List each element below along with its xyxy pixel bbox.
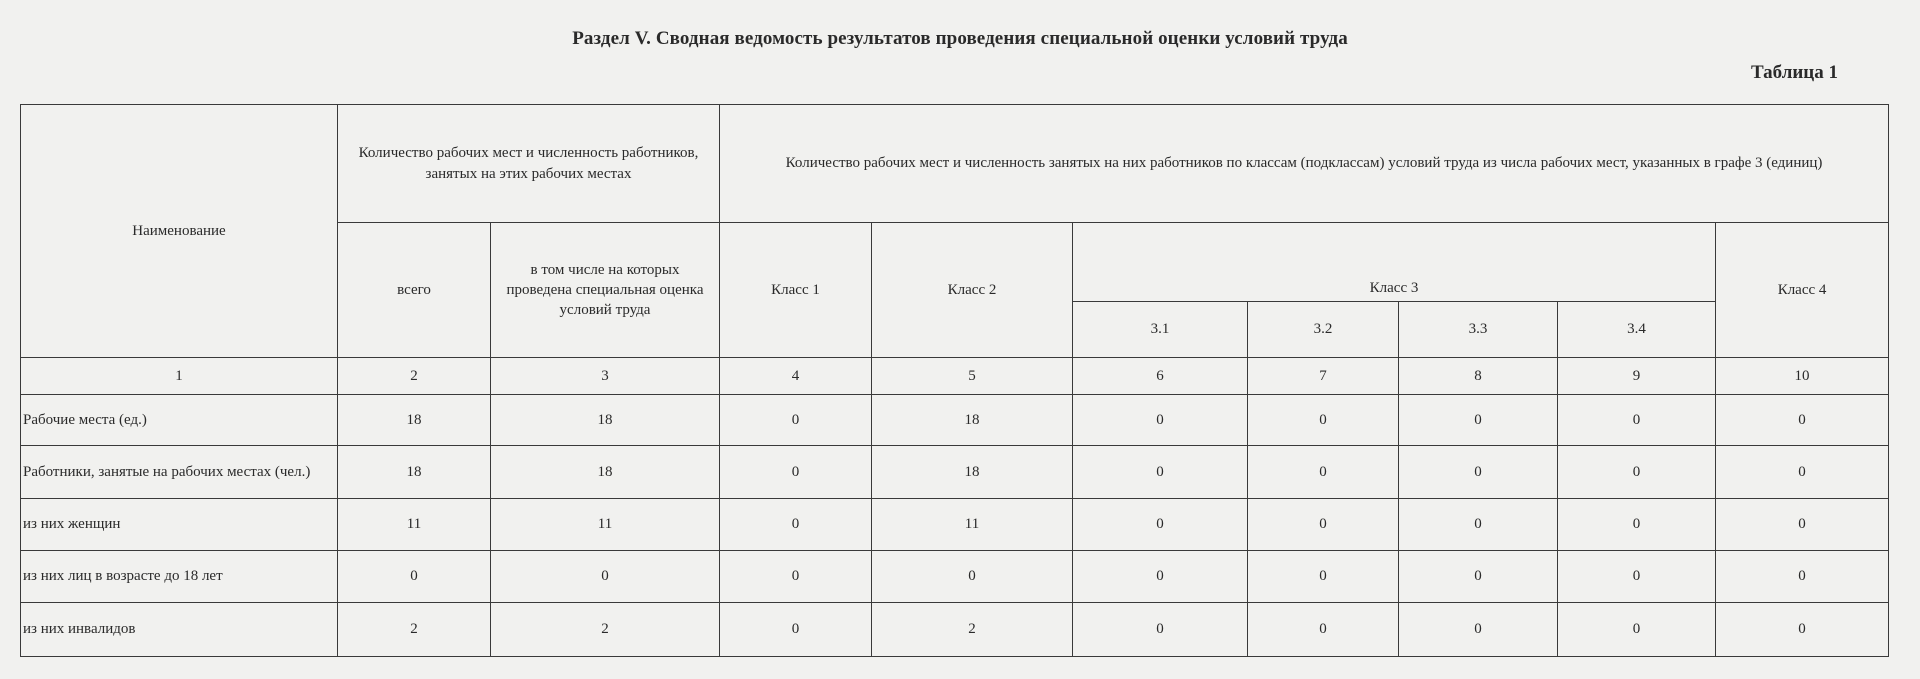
table-cell: 0 <box>1073 395 1248 446</box>
table-cell: 0 <box>1073 499 1248 551</box>
table-cell: 0 <box>1399 446 1558 499</box>
row-name: Работники, занятые на рабочих местах (чел.) <box>21 446 338 499</box>
column-number: 8 <box>1399 358 1558 395</box>
table-cell: 0 <box>1558 446 1716 499</box>
table-cell: 0 <box>1073 446 1248 499</box>
header-subclass-3-4: 3.4 <box>1558 302 1716 358</box>
header-subclass-3-3: 3.3 <box>1399 302 1558 358</box>
header-subclass-3-1: 3.1 <box>1073 302 1248 358</box>
table-cell: 11 <box>338 499 491 551</box>
table-cell: 0 <box>338 551 491 603</box>
table-cell: 0 <box>1248 499 1399 551</box>
row-name: из них инвалидов <box>21 603 338 657</box>
column-number: 2 <box>338 358 491 395</box>
table-cell: 2 <box>872 603 1073 657</box>
row-name: из них женщин <box>21 499 338 551</box>
table-cell: 0 <box>1399 551 1558 603</box>
table-cell: 0 <box>720 395 872 446</box>
table-cell: 18 <box>491 395 720 446</box>
row-name: Рабочие места (ед.) <box>21 395 338 446</box>
table-cell: 0 <box>1248 395 1399 446</box>
header-classes-group: Количество рабочих мест и численность занятых на них работников по классам (подклассам) условий труда из числа рабочих мест, указанных в графе 3 (единиц) <box>720 105 1889 223</box>
header-class-1: Класс 1 <box>720 223 872 358</box>
header-class-4: Класс 4 <box>1716 223 1889 358</box>
header-class-3: Класс 3 <box>1073 223 1716 302</box>
table-cell: 0 <box>1558 499 1716 551</box>
table-row <box>21 551 1889 603</box>
header-assessed: в том числе на которых проведена специальная оценка условий труда <box>491 223 720 358</box>
table-cell: 0 <box>1248 603 1399 657</box>
header-name: Наименование <box>21 105 338 358</box>
table-cell: 18 <box>872 446 1073 499</box>
header-workplaces-group: Количество рабочих мест и численность работников, занятых на этих рабочих местах <box>338 105 720 223</box>
column-number: 7 <box>1248 358 1399 395</box>
table-cell: 0 <box>1073 551 1248 603</box>
table-cell: 0 <box>491 551 720 603</box>
table-cell: 18 <box>491 446 720 499</box>
table-cell: 11 <box>872 499 1073 551</box>
table-label: Таблица 1 <box>1750 62 1838 83</box>
table-cell: 0 <box>1399 395 1558 446</box>
column-number: 6 <box>1073 358 1248 395</box>
table-cell: 0 <box>1716 603 1889 657</box>
table-cell: 0 <box>872 551 1073 603</box>
table-cell: 0 <box>1248 551 1399 603</box>
table-cell: 0 <box>1558 551 1716 603</box>
table-cell: 0 <box>720 446 872 499</box>
table-cell: 11 <box>491 499 720 551</box>
table-cell: 18 <box>872 395 1073 446</box>
header-total: всего <box>338 223 491 358</box>
table-cell: 0 <box>1073 603 1248 657</box>
column-number: 10 <box>1716 358 1889 395</box>
row-name: из них лиц в возрасте до 18 лет <box>21 551 338 603</box>
table-cell: 0 <box>1558 395 1716 446</box>
table-cell: 0 <box>720 499 872 551</box>
table-cell: 2 <box>338 603 491 657</box>
table-cell: 18 <box>338 446 491 499</box>
table-cell: 0 <box>1558 603 1716 657</box>
table-cell: 2 <box>491 603 720 657</box>
table-row <box>21 446 1889 499</box>
column-number: 9 <box>1558 358 1716 395</box>
table-cell: 0 <box>1716 446 1889 499</box>
column-number: 3 <box>491 358 720 395</box>
table-cell: 0 <box>1716 395 1889 446</box>
table-cell: 0 <box>1399 603 1558 657</box>
header-class-2: Класс 2 <box>872 223 1073 358</box>
column-number: 1 <box>21 358 338 395</box>
table-row <box>21 395 1889 446</box>
column-number: 4 <box>720 358 872 395</box>
table-cell: 0 <box>1716 499 1889 551</box>
header-subclass-3-2: 3.2 <box>1248 302 1399 358</box>
table-cell: 0 <box>1248 446 1399 499</box>
table-cell: 0 <box>720 603 872 657</box>
table-row <box>21 499 1889 551</box>
table-cell: 0 <box>720 551 872 603</box>
table-cell: 0 <box>1716 551 1889 603</box>
table-row <box>21 603 1889 657</box>
column-number: 5 <box>872 358 1073 395</box>
section-title: Раздел V. Сводная ведомость результатов проведения специальной оценки условий труда <box>572 28 1348 49</box>
table-cell: 0 <box>1399 499 1558 551</box>
column-number-row <box>21 358 1889 395</box>
table-cell: 18 <box>338 395 491 446</box>
summary-table <box>20 104 1889 657</box>
